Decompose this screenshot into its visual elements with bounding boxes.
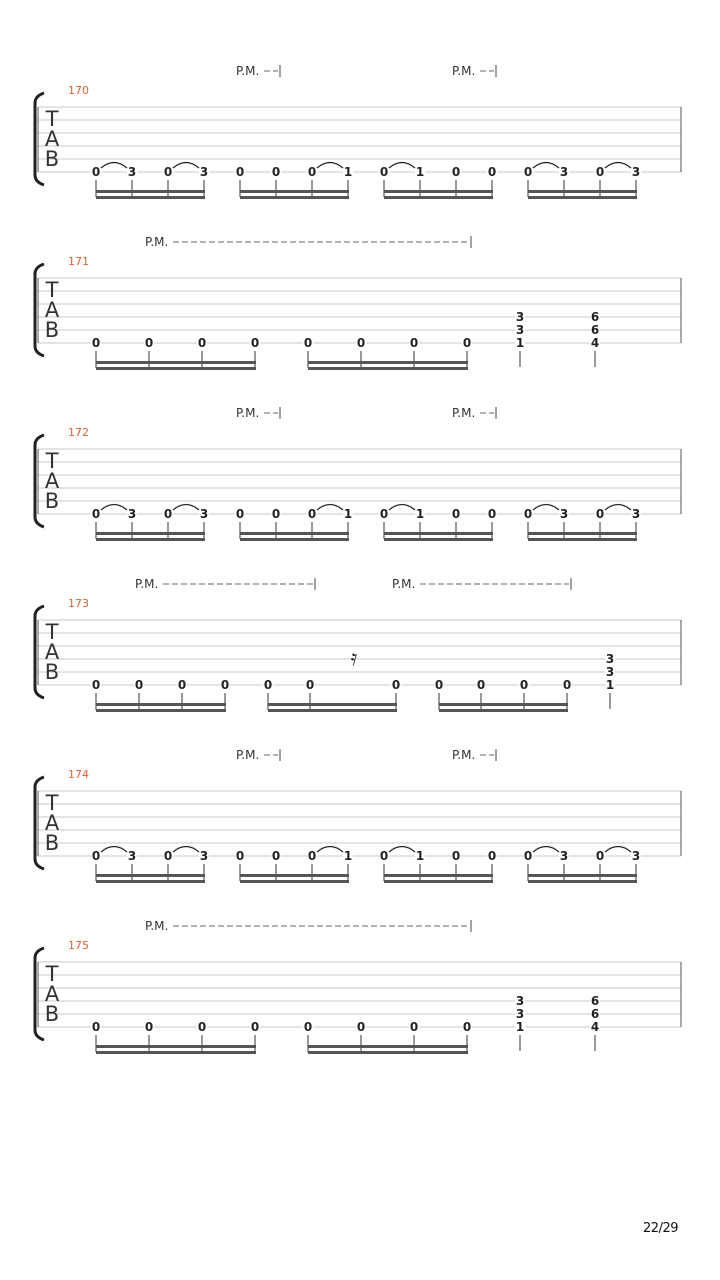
beam (439, 703, 568, 706)
beam (96, 709, 226, 712)
beam (96, 532, 205, 535)
fret-number: 1 (415, 507, 425, 521)
fret-number: 0 (307, 165, 317, 179)
tie-arc (605, 163, 631, 169)
fret-number: 0 (91, 336, 101, 350)
fret-number: 0 (91, 678, 101, 692)
fret-number: 1 (515, 336, 525, 350)
fret-number: 0 (91, 165, 101, 179)
fret-number: 3 (515, 1007, 525, 1021)
fret-number: 1 (415, 849, 425, 863)
fret-number: 0 (356, 336, 366, 350)
fret-number: 0 (91, 507, 101, 521)
fret-number: 0 (144, 1020, 154, 1034)
palm-mute-label: P.M. (236, 406, 260, 420)
fret-number: 0 (379, 165, 389, 179)
fret-number: 0 (462, 336, 472, 350)
tab-clef-letter: T (45, 449, 59, 473)
tab-clef-letter: T (45, 620, 59, 644)
palm-mute-label: P.M. (236, 64, 260, 78)
fret-number: 0 (562, 678, 572, 692)
fret-number: 4 (590, 336, 600, 350)
fret-number: 6 (590, 1007, 600, 1021)
beam (308, 367, 468, 370)
fret-number: 3 (559, 507, 569, 521)
fret-number: 3 (559, 849, 569, 863)
beam (308, 1051, 468, 1054)
fret-number: 0 (250, 336, 260, 350)
fret-number: 0 (250, 1020, 260, 1034)
tab-clef-letter: A (44, 127, 60, 151)
fret-number: 0 (487, 849, 497, 863)
beam (268, 703, 397, 706)
fret-number: 6 (590, 310, 600, 324)
palm-mute-label: P.M. (452, 64, 476, 78)
measure-number: 172 (68, 426, 89, 439)
beam (384, 538, 493, 541)
tie-arc (605, 847, 631, 853)
tie-arc (389, 505, 415, 511)
fret-number: 0 (409, 336, 419, 350)
tie-arc (317, 163, 343, 169)
beam (96, 367, 256, 370)
fret-number: 0 (91, 849, 101, 863)
beam (528, 532, 637, 535)
beam (96, 1045, 256, 1048)
tab-clef-letter: B (44, 318, 60, 342)
tab-clef-letter: B (44, 147, 60, 171)
beam (268, 709, 397, 712)
fret-number: 0 (476, 678, 486, 692)
fret-number: 0 (487, 507, 497, 521)
fret-number: 3 (515, 323, 525, 337)
tie-arc (173, 505, 199, 511)
fret-number: 1 (343, 165, 353, 179)
fret-number: 0 (434, 678, 444, 692)
beam (384, 874, 493, 877)
fret-number: 0 (163, 165, 173, 179)
tie-arc (101, 163, 127, 169)
measure-number: 174 (68, 768, 89, 781)
beam (240, 196, 349, 199)
fret-number: 1 (343, 849, 353, 863)
fret-number: 1 (515, 1020, 525, 1034)
beam (96, 1051, 256, 1054)
fret-number: 1 (343, 507, 353, 521)
fret-number: 0 (379, 849, 389, 863)
tie-arc (317, 505, 343, 511)
beam (96, 196, 205, 199)
fret-number: 3 (127, 849, 137, 863)
fret-number: 4 (590, 1020, 600, 1034)
fret-number: 0 (303, 1020, 313, 1034)
measure-number: 175 (68, 939, 89, 952)
beam (240, 538, 349, 541)
fret-number: 0 (271, 507, 281, 521)
fret-number: 0 (235, 849, 245, 863)
beam (96, 880, 205, 883)
fret-number: 0 (134, 678, 144, 692)
fret-number: 0 (523, 165, 533, 179)
fret-number: 0 (307, 507, 317, 521)
tab-clef-letter: B (44, 1002, 60, 1026)
fret-number: 0 (595, 165, 605, 179)
palm-mute-label: P.M. (452, 406, 476, 420)
palm-mute-label: P.M. (145, 919, 169, 933)
fret-number: 3 (631, 849, 641, 863)
fret-number: 3 (199, 849, 209, 863)
palm-mute-label: P.M. (135, 577, 159, 591)
fret-number: 3 (199, 507, 209, 521)
beam (96, 703, 226, 706)
beam (96, 874, 205, 877)
tab-clef-letter: B (44, 831, 60, 855)
palm-mute-label: P.M. (236, 748, 260, 762)
tie-arc (101, 847, 127, 853)
fret-number: 3 (605, 665, 615, 679)
fret-number: 3 (605, 652, 615, 666)
tab-clef-letter: T (45, 107, 59, 131)
fret-number: 0 (379, 507, 389, 521)
fret-number: 0 (451, 165, 461, 179)
tab-clef-letter: B (44, 660, 60, 684)
tab-clef-letter: A (44, 811, 60, 835)
tab-clef-letter: T (45, 962, 59, 986)
beam (528, 880, 637, 883)
tie-arc (533, 163, 559, 169)
beam (240, 880, 349, 883)
fret-number: 0 (305, 678, 315, 692)
fret-number: 0 (595, 849, 605, 863)
beam (384, 196, 493, 199)
fret-number: 3 (515, 310, 525, 324)
fret-number: 0 (356, 1020, 366, 1034)
fret-number: 3 (127, 507, 137, 521)
palm-mute-label: P.M. (452, 748, 476, 762)
beam (439, 709, 568, 712)
fret-number: 3 (515, 994, 525, 1008)
beam (96, 190, 205, 193)
tab-clef-letter: T (45, 278, 59, 302)
beam (384, 190, 493, 193)
tie-arc (389, 163, 415, 169)
fret-number: 0 (303, 336, 313, 350)
beam (384, 880, 493, 883)
fret-number: 0 (595, 507, 605, 521)
beam (308, 361, 468, 364)
fret-number: 0 (409, 1020, 419, 1034)
fret-number: 3 (631, 507, 641, 521)
fret-number: 0 (451, 849, 461, 863)
measure-number: 173 (68, 597, 89, 610)
tie-arc (173, 163, 199, 169)
fret-number: 0 (197, 1020, 207, 1034)
tab-clef-letter: T (45, 791, 59, 815)
palm-mute-label: P.M. (392, 577, 416, 591)
fret-number: 0 (487, 165, 497, 179)
fret-number: 0 (271, 849, 281, 863)
tie-arc (533, 505, 559, 511)
tie-arc (101, 505, 127, 511)
tie-arc (173, 847, 199, 853)
beam (528, 874, 637, 877)
tab-clef-letter: A (44, 982, 60, 1006)
fret-number: 0 (271, 165, 281, 179)
fret-number: 3 (559, 165, 569, 179)
beam (240, 874, 349, 877)
beam (240, 190, 349, 193)
tie-arc (389, 847, 415, 853)
fret-number: 0 (523, 507, 533, 521)
beam (308, 1045, 468, 1048)
fret-number: 6 (590, 323, 600, 337)
beam (240, 532, 349, 535)
fret-number: 0 (235, 507, 245, 521)
fret-number: 0 (519, 678, 529, 692)
fret-number: 0 (220, 678, 230, 692)
fret-number: 3 (127, 165, 137, 179)
fret-number: 0 (523, 849, 533, 863)
measure-number: 170 (68, 84, 89, 97)
fret-number: 0 (307, 849, 317, 863)
fret-number: 0 (462, 1020, 472, 1034)
fret-number: 0 (197, 336, 207, 350)
beam (528, 538, 637, 541)
tie-arc (317, 847, 343, 853)
beam (528, 190, 637, 193)
beam (96, 361, 256, 364)
beam (384, 532, 493, 535)
tab-clef-letter: A (44, 469, 60, 493)
tab-clef-letter: A (44, 298, 60, 322)
fret-number: 0 (263, 678, 273, 692)
beam (528, 196, 637, 199)
tie-arc (533, 847, 559, 853)
fret-number: 0 (163, 507, 173, 521)
fret-number: 1 (605, 678, 615, 692)
tab-clef-letter: B (44, 489, 60, 513)
page-number: 22/29 (643, 1221, 678, 1236)
fret-number: 0 (91, 1020, 101, 1034)
beam (96, 538, 205, 541)
fret-number: 3 (199, 165, 209, 179)
fret-number: 0 (144, 336, 154, 350)
fret-number: 3 (631, 165, 641, 179)
fret-number: 0 (163, 849, 173, 863)
fret-number: 1 (415, 165, 425, 179)
fret-number: 6 (590, 994, 600, 1008)
fret-number: 0 (451, 507, 461, 521)
tab-clef-letter: A (44, 640, 60, 664)
fret-number: 0 (391, 678, 401, 692)
fret-number: 0 (177, 678, 187, 692)
measure-number: 171 (68, 255, 89, 268)
tie-arc (605, 505, 631, 511)
palm-mute-label: P.M. (145, 235, 169, 249)
rest-symbol: 𝄿 (350, 646, 358, 671)
fret-number: 0 (235, 165, 245, 179)
